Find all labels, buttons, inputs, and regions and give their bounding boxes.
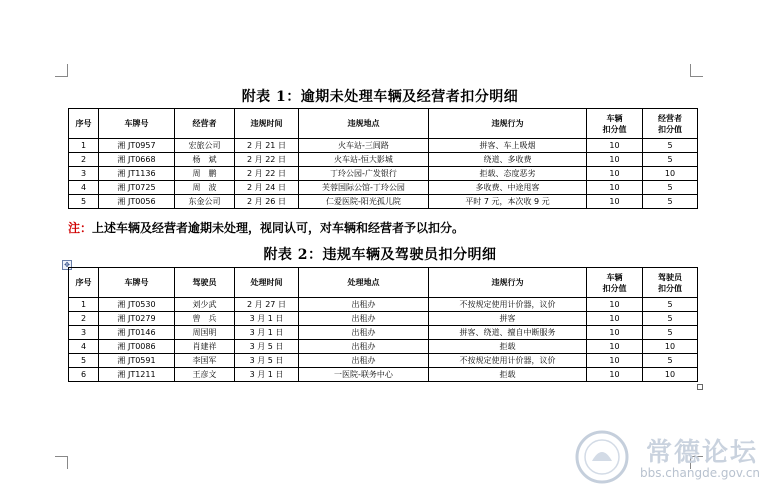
table-cell: 10 (587, 153, 643, 167)
table-cell: 2 月 24 日 (235, 181, 299, 195)
table-cell: 不按规定使用计价器，议价 (429, 354, 587, 368)
table1-header-row (69, 109, 698, 139)
table-cell: 10 (587, 167, 643, 181)
table-row (69, 167, 698, 181)
table-cell: 5 (643, 195, 698, 209)
table-cell: 不按规定使用计价器，议价 (429, 298, 587, 312)
table-row (69, 354, 698, 368)
table-resize-handle[interactable] (697, 384, 703, 390)
table1-body (69, 139, 698, 209)
table-cell: 出租办 (299, 298, 429, 312)
table-cell: 3 月 5 日 (235, 340, 299, 354)
table-cell: 10 (587, 298, 643, 312)
table-cell: 一医院-联务中心 (299, 368, 429, 382)
table-cell: 10 (587, 181, 643, 195)
table-cell: 火车站-三闾路 (299, 139, 429, 153)
table-cell: 拒载 (429, 340, 587, 354)
table-cell: 4 (69, 181, 99, 195)
table-cell: 丁玲公园-广发银行 (299, 167, 429, 181)
table-cell: 湘 JT0668 (99, 153, 175, 167)
table-cell: 王彦文 (175, 368, 235, 382)
table-cell: 火车站-恒大影城 (299, 153, 429, 167)
table1-header-cell: 序号 (69, 109, 99, 139)
table-cell: 5 (643, 354, 698, 368)
table-cell: 仁爱医院-阳光孤儿院 (299, 195, 429, 209)
table2-header-cell: 车辆 扣分值 (587, 268, 643, 298)
crop-mark-bottom-left (55, 456, 68, 469)
table2-title: 附表 2：违规车辆及驾驶员扣分明细 (263, 247, 497, 263)
table-cell: 湘 JT0957 (99, 139, 175, 153)
table-cell: 10 (587, 312, 643, 326)
table2-body (69, 298, 698, 382)
note-label: 注： (68, 221, 93, 235)
table-row (69, 195, 698, 209)
table-cell: 周 鹏 (175, 167, 235, 181)
table-cell: 4 (69, 340, 99, 354)
table-cell: 5 (643, 139, 698, 153)
table-cell: 2 月 26 日 (235, 195, 299, 209)
table-cell: 5 (643, 153, 698, 167)
table2-header-cell: 驾驶员 扣分值 (643, 268, 698, 298)
table2-header-cell: 违规行为 (429, 268, 587, 298)
table-cell: 湘 JT0056 (99, 195, 175, 209)
table-cell: 东金公司 (175, 195, 235, 209)
crop-mark-top-left (55, 64, 68, 77)
table1-header-cell: 经营者 扣分值 (643, 109, 698, 139)
table-cell: 6 (69, 368, 99, 382)
table-cell: 拒载、态度恶劣 (429, 167, 587, 181)
table-cell: 10 (587, 139, 643, 153)
table-cell: 10 (587, 340, 643, 354)
table-cell: 拼客、车上吸烟 (429, 139, 587, 153)
table2[interactable] (68, 267, 698, 382)
table-cell: 出租办 (299, 354, 429, 368)
table-cell: 3 月 5 日 (235, 354, 299, 368)
watermark-name: 常德论坛 (646, 438, 759, 468)
table-cell: 湘 JT0146 (99, 326, 175, 340)
table-cell: 10 (643, 340, 698, 354)
table-cell: 湘 JT1136 (99, 167, 175, 181)
table-cell: 出租办 (299, 326, 429, 340)
crop-mark-top-right (690, 64, 703, 77)
table-cell: 3 (69, 167, 99, 181)
table-cell: 平时 7 元，本次收 9 元 (429, 195, 587, 209)
table-cell: 拒载 (429, 368, 587, 382)
note (68, 219, 464, 236)
table-cell: 刘少武 (175, 298, 235, 312)
table-cell: 5 (69, 354, 99, 368)
table-cell: 湘 JT1211 (99, 368, 175, 382)
table-cell: 2 月 27 日 (235, 298, 299, 312)
table-cell: 多收费、中途甩客 (429, 181, 587, 195)
table-cell: 杨 斌 (175, 153, 235, 167)
table-cell: 2 (69, 153, 99, 167)
table-row (69, 139, 698, 153)
table-cell: 拼客、绕道、擅自中断服务 (429, 326, 587, 340)
note-text: 上述车辆及经营者逾期未处理，视同认可，对车辆和经营者予以扣分。 (92, 221, 465, 235)
table1-header-cell: 违规行为 (429, 109, 587, 139)
table1[interactable] (68, 108, 698, 209)
table-cell: 3 月 1 日 (235, 368, 299, 382)
table2-header-row (69, 268, 698, 298)
table-cell: 曾 兵 (175, 312, 235, 326)
table-row (69, 153, 698, 167)
table1-header-cell: 违规地点 (299, 109, 429, 139)
table-cell: 湘 JT0279 (99, 312, 175, 326)
table-cell: 5 (643, 298, 698, 312)
table-cell: 李国军 (175, 354, 235, 368)
table-cell: 3 月 1 日 (235, 326, 299, 340)
table-cell: 2 (69, 312, 99, 326)
table-cell: 湘 JT0591 (99, 354, 175, 368)
table-cell: 10 (587, 368, 643, 382)
watermark-url: bbs.changde.gov.cn (640, 466, 760, 480)
table-move-handle-icon[interactable]: ✥ (62, 260, 72, 270)
table1-header-cell: 车牌号 (99, 109, 175, 139)
table2-header-cell: 车牌号 (99, 268, 175, 298)
table-cell: 1 (69, 139, 99, 153)
table-row (69, 312, 698, 326)
table-cell: 出租办 (299, 312, 429, 326)
table-row (69, 326, 698, 340)
table-row (69, 181, 698, 195)
table-cell: 湘 JT0725 (99, 181, 175, 195)
table1-header-cell: 车辆 扣分值 (587, 109, 643, 139)
table-cell: 10 (587, 354, 643, 368)
table-cell: 出租办 (299, 340, 429, 354)
table-cell: 10 (587, 326, 643, 340)
table-cell: 3 月 1 日 (235, 312, 299, 326)
table-row (69, 298, 698, 312)
table-cell: 2 月 22 日 (235, 153, 299, 167)
table1-header-cell: 经营者 (175, 109, 235, 139)
table2-header-cell: 驾驶员 (175, 268, 235, 298)
table-cell: 10 (643, 368, 698, 382)
table-cell: 5 (643, 326, 698, 340)
table-cell: 1 (69, 298, 99, 312)
table-cell: 宏旅公司 (175, 139, 235, 153)
table2-header-cell: 处理地点 (299, 268, 429, 298)
table2-header-cell: 处理时间 (235, 268, 299, 298)
table-cell: 湘 JT0086 (99, 340, 175, 354)
table-cell: 绕道、多收费 (429, 153, 587, 167)
table-cell: 拼客 (429, 312, 587, 326)
table-row (69, 340, 698, 354)
table-cell: 周国明 (175, 326, 235, 340)
table-cell: 芙蓉国际公馆-丁玲公园 (299, 181, 429, 195)
table2-header-cell: 序号 (69, 268, 99, 298)
table-cell: 2 月 21 日 (235, 139, 299, 153)
table-cell: 3 (69, 326, 99, 340)
table1-header-cell: 违规时间 (235, 109, 299, 139)
table-cell: 肖建祥 (175, 340, 235, 354)
table-cell: 周 波 (175, 181, 235, 195)
table-cell: 湘 JT0530 (99, 298, 175, 312)
table-cell: 5 (643, 181, 698, 195)
table-cell: 5 (643, 312, 698, 326)
table-cell: 2 月 22 日 (235, 167, 299, 181)
table-cell: 5 (69, 195, 99, 209)
table1-title: 附表 1：逾期未处理车辆及经营者扣分明细 (241, 89, 519, 105)
table-cell: 10 (587, 195, 643, 209)
table-row (69, 368, 698, 382)
table-cell: 10 (643, 167, 698, 181)
